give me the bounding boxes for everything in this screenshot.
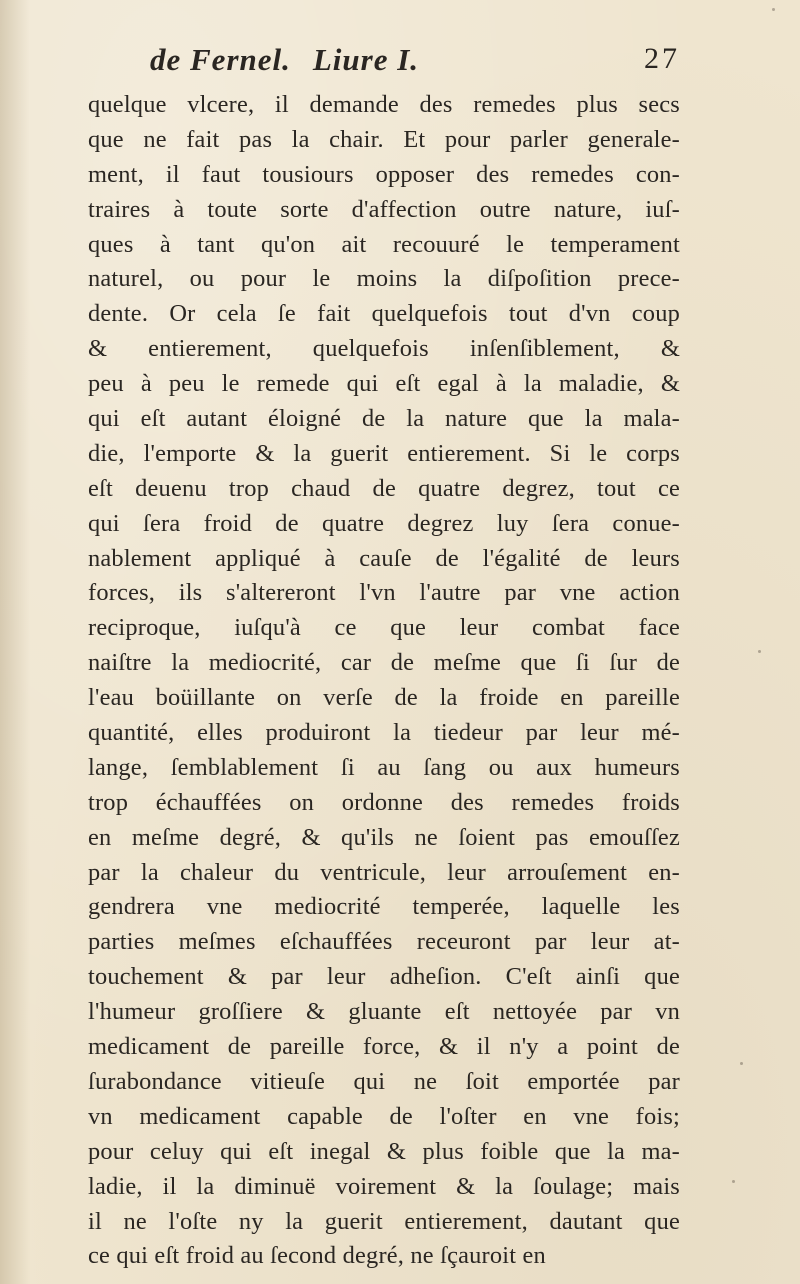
text-line: parties meſmes eſchauffées receuront par leur at- [88, 928, 680, 956]
text-line: qui ſera froid de quatre degrez luy ſera conue- [88, 509, 680, 537]
text-line: qui eſt autant éloigné de la nature que la mala- [88, 405, 680, 433]
text-line: lange, ſemblablement ſi au ſang ou aux humeurs [88, 753, 680, 781]
paper-speck [740, 1062, 743, 1065]
text-line: dente. Or cela ſe fait quelquefois tout d'vn coup [88, 300, 680, 328]
paper-speck [732, 1180, 735, 1183]
text-line: naturel, ou pour le moins la diſpoſition prece- [88, 265, 680, 293]
text-line: forces, ils s'altereront l'vn l'autre par vne action [88, 579, 680, 607]
text-line: l'eau boüillante on verſe de la froide en pareille [88, 684, 680, 712]
running-header [150, 42, 680, 82]
text-line: nablement appliqué à cauſe de l'égalité de leurs [88, 544, 680, 572]
text-line: naiſtre la mediocrité, car de meſme que ſi ſur de [88, 649, 680, 677]
text-line: ladie, il la diminuë voirement & la ſoulage; mais [88, 1172, 680, 1200]
page-gutter-shadow [0, 0, 30, 1284]
text-line: gendrera vne mediocrité temperée, laquelle les [88, 893, 680, 921]
text-line: il ne l'oſte ny la guerit entierement, dautant que [88, 1207, 680, 1235]
running-title-author: de Fernel. [150, 42, 291, 77]
paper-speck [758, 650, 761, 653]
text-line: ques à tant qu'on ait recouuré le temperament [88, 230, 680, 258]
text-line: pour celuy qui eſt inegal & plus foible que la ma- [88, 1137, 680, 1165]
text-line: touchement & par leur adheſion. C'eſt ainſi que [88, 963, 680, 991]
running-title-book: Liure I. [312, 42, 420, 77]
text-line: l'humeur groſſiere & gluante eſt nettoyée par vn [88, 998, 680, 1026]
text-line: quelque vlcere, il demande des remedes plus secs [88, 91, 680, 118]
text-line: peu à peu le remede qui eſt egal à la maladie, & [88, 370, 680, 398]
body-text [88, 88, 680, 1274]
paper-speck [772, 8, 775, 11]
text-line: & entierement, quelquefois inſenſiblement, & [88, 335, 680, 363]
text-line: trop échauffées on ordonne des remedes froids [88, 788, 680, 816]
text-line: quantité, elles produiront la tiedeur par leur mé- [88, 719, 680, 747]
text-line: ce qui eſt froid au ſecond degré, ne ſçauroit en [88, 1242, 546, 1270]
running-title [150, 42, 419, 78]
text-line: eſt deuenu trop chaud de quatre degrez, tout ce [88, 474, 680, 502]
page-number: 27 [644, 42, 680, 75]
text-line: reciproque, iuſqu'à ce que leur combat face [88, 614, 680, 642]
text-line: en meſme degré, & qu'ils ne ſoient pas emouſſez [88, 823, 680, 851]
text-line: ment, il faut tousiours opposer des remedes con- [88, 160, 680, 188]
text-line: que ne fait pas la chair. Et pour parler generale- [88, 125, 680, 153]
text-line: ſurabondance vitieuſe qui ne ſoit emportée par [88, 1067, 680, 1095]
text-line: vn medicament capable de l'oſter en vne fois; [88, 1102, 680, 1130]
text-line: par la chaleur du ventricule, leur arrouſement en- [88, 858, 680, 886]
text-line: traires à toute sorte d'affection outre nature, iuſ- [88, 195, 680, 223]
text-line: die, l'emporte & la guerit entierement. Si le corps [88, 439, 680, 467]
text-line: medicament de pareille force, & il n'y a point de [88, 1033, 680, 1061]
